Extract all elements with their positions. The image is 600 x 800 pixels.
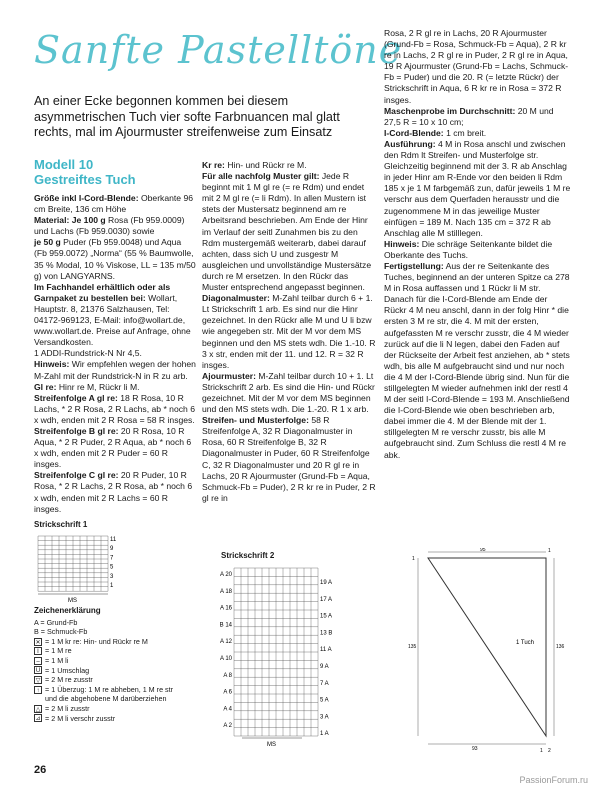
chart-row-number: A 4 (223, 706, 232, 713)
schematic-label: 1 Tuch (516, 640, 535, 646)
chart-row-number: A 8 (223, 672, 232, 679)
paragraph-text: 18 R Rosa, 10 R Lachs, * 2 R Rosa, 2 R Lachs, ab * noch 6 x wdh, enden mit 2 R Rosa = 58 R insges. (34, 392, 195, 425)
legend-text: = 1 M re (45, 646, 72, 656)
legend-symbol: ✕ (35, 639, 41, 646)
chart-row-number: 7 A (320, 680, 329, 687)
col1-paragraph (34, 382, 196, 393)
paragraph-label: Für alle nachfolg Muster gilt: (202, 171, 320, 182)
paragraph-text: Oberkante 96 cm Breite, 136 cm Höhe (34, 193, 194, 215)
chart2-title: Strickschrift 2 (221, 551, 275, 560)
col1-paragraph (34, 237, 196, 281)
paragraph-label: Im Fachhandel erhältlich oder als Garnpaket zu bestellen bei: (34, 281, 171, 303)
chart1-grid (34, 534, 124, 604)
paragraph-label: Streifenfolge C gl re: (34, 470, 119, 481)
column-1 (34, 193, 196, 515)
paragraph-text: 1 cm breit. (443, 127, 487, 138)
bottom-marker-1: 1 (540, 748, 543, 754)
paragraph-label: je 50 g (34, 237, 61, 248)
intro-text: An einer Ecke begonnen kommen bei diesem asymmetrischen Tuch vier softe Farbnuancen mal glatt rechts, mal im Ajourmuster streifenweise zum Einsatz (34, 94, 340, 139)
left-marker: 1 (412, 556, 415, 562)
paragraph-label: Maschenprobe im Durchschnitt: (384, 105, 516, 116)
chart-row-number: 3 (110, 573, 114, 580)
chart2-ms-label: MS (267, 742, 276, 748)
paragraph-text: Hin- und Rückr re M. (224, 160, 307, 170)
paragraph-label: Material: Je 100 g (34, 215, 106, 226)
top-width-label: 95 (480, 548, 486, 553)
legend-row (34, 675, 204, 685)
chart-row-number: 7 (110, 555, 114, 562)
legend-symbol: △ (35, 706, 41, 713)
paragraph-text: M-Zahl teilbar durch 10 + 1. Lt Strickschrift 2 arb. Es sind die Hin- und Rückr gezeichnet. Mit der M vor dem MS beginnen und den MS stets wdh. Die 1.-20. R 1 x arb. (202, 370, 375, 415)
paragraph-text: 20 R Puder, 10 R Rosa, * 2 R Lachs, 2 R Rosa, ab * noch 6 x wdh, enden mit 2 R Lachs = 60 R insges. (34, 470, 193, 514)
col1-paragraph (34, 215, 196, 237)
chart-row-number: 15 A (320, 613, 333, 620)
paragraph-text: Jede R beginnt mit 1 M gl re (= re Rdm) und endet mit 2 M gl re (= li Rdm). In allen Mustern ist stets der Mustersatz beginnend am re Arbeitsrand beschrieben. Am Ende der Hinr im Verlauf der seitl Zunahmen bis zu den Rdm mustergemäß weiterarb, dabei darauf achten, dass sich U und zusgestr M ausgleichen und unvollständige Mustersätze durch re M ersetzen. In den Rückr das Muster entsprechend angepasst beginnen. (202, 171, 372, 293)
legend-symbol: – (34, 657, 42, 665)
chart-row-number: 11 (110, 537, 117, 543)
paragraph-label: I-Cord-Blende: (384, 127, 444, 138)
paragraph-text: Die schräge Seitenkante bildet die Oberkante des Tuchs. (384, 238, 553, 260)
bottom-marker-2: 2 (548, 748, 551, 754)
paragraph-text: Aus der re Seitenkante des Tuches, beginnend an der unteren Spitze ca 278 M in Rosa auffassen und 1 Rückr li M str. Danach für die I-Cord-Blende am Ende der Rückr 4 M neu anschl, dann in der folg Hinr * die ersten 3 M re str, die 4. M mit der ersten, aufgefassten M re verschr zusstr, die 4 M wieder zurück auf die li N legen, dabei den Faden auf der Rückseite der Arbeit fest anziehen, ab * stets wdh, bis alle M aufgebraucht sind und nur noch die 4 M der I-Cord-Blende übrig sind. Nun für die stillgelegten M wieder aufnehmen inkl der restl 4 M der seitl I-Cord-Blende = 193 M. Anschließend die I-Cord-Blende wie oben beschrieben arb, dabei immer die 4. M der Blende mit der 1. stillgelegten M re verschr zusstr, bis alle M aufgebraucht sind. Zum Schluss die restl 4 M re abk. (384, 260, 570, 460)
chart-row-number: A 12 (219, 639, 232, 646)
paragraph-label: Gl re: (34, 381, 57, 392)
legend (34, 606, 204, 723)
col1-paragraph (34, 426, 196, 470)
legend-row (34, 666, 204, 676)
chart-row-number: A 6 (223, 689, 232, 696)
paragraph-text: 58 R Streifenfolge A, 32 R Diagonalmuster in Rosa, 60 R Streifenfolge B, 32 R Diagonalmuster in Puder, 60 R Streifenfolge C, 32 R Diagonalmuster und 20 R gl re in Lachs, 20 R Ajourmuster (Grund-Fb = Aqua, Schmuck-Fb = Puder), 2 R kr re in Puder, 2 R gl re in (202, 415, 376, 503)
legend-text: und die abgehobene M darüberziehen (45, 694, 167, 704)
chart-row-number: A 20 (219, 572, 232, 578)
legend-row (34, 685, 204, 695)
legend-row (34, 646, 204, 656)
paragraph-text: Wir empfehlen wegen der hohen M-Zahl mit der Rundstrick-N in R zu arb. (34, 359, 196, 381)
paragraph-text: Wollart, Hauptstr. 8, 21376 Salzhausen, Tel: 04172-969123, E-Mail: info@wollart.de, www.wollart.de. Preise auf Anfrage, ohne Versandkosten. (34, 292, 191, 348)
top-right-marker: 1 (548, 548, 551, 554)
legend-row (34, 714, 204, 724)
col1-paragraph (34, 359, 196, 381)
paragraph-label: Diagonalmuster: (202, 293, 270, 304)
paragraph-text: 20 R Rosa, 10 R Aqua, * 2 R Puder, 2 R Aqua, ab * noch 6 x wdh, enden mit 2 R Puder = 60 R insges. (34, 425, 192, 470)
paragraph-text: M-Zahl teilbar durch 6 + 1. Lt Strickschrift 1 arb. Es sind nur die Hinr gezeichnet. In den Rückr alle M und U li bzw wie angegeben str. Mit der M vor dem MS beginnen und den MS stets wdh. Die 1.-10. R 3 x str, enden mit der 11. und 12. R = 32 R insges. (202, 293, 376, 370)
model-name: Gestreiftes Tuch (34, 172, 136, 187)
chart-row-number: 9 A (320, 664, 329, 670)
paragraph-label: Streifenfolge B gl re: (34, 425, 119, 436)
watermark: PassionForum.ru (519, 775, 588, 785)
column-3 (384, 28, 572, 461)
col2-paragraph (202, 371, 376, 415)
model-heading (34, 157, 136, 187)
chart2-grid (212, 566, 362, 748)
chart-row-number: 3 A (320, 714, 329, 721)
col3-paragraph (384, 239, 572, 261)
paragraph-label: Ausführung: (384, 138, 436, 149)
page-number: 26 (34, 764, 47, 776)
col3-paragraph (384, 106, 572, 128)
legend-text: B = Schmuck-Fb (34, 627, 88, 637)
paragraph-label: Hinweis: (34, 359, 70, 370)
right-height-label: 136 (556, 644, 565, 650)
legend-row (34, 627, 204, 637)
legend-symbol: ⊿ (35, 716, 41, 723)
legend-row (34, 637, 204, 647)
paragraph-label: Ajourmuster: (202, 370, 256, 381)
chart-row-number: 5 A (320, 697, 329, 704)
legend-text: = 2 M re zusstr (45, 675, 93, 685)
col1-paragraph (34, 282, 196, 349)
chart-row-number: 5 (110, 564, 114, 571)
legend-symbol: ↑ (34, 686, 42, 694)
chart-row-number: A 2 (223, 723, 232, 730)
col2-paragraph (202, 415, 376, 504)
chart-row-number: A 16 (219, 605, 232, 612)
col1-paragraph (34, 348, 196, 359)
col1-paragraph (34, 393, 196, 426)
col3-paragraph (384, 139, 572, 239)
col3-paragraph (384, 28, 572, 106)
col2-paragraph (202, 171, 376, 293)
col1-paragraph (34, 193, 196, 215)
legend-symbol: I (34, 647, 42, 655)
bottom-width-label: 93 (472, 746, 478, 752)
legend-text: A = Grund-Fb (34, 617, 78, 627)
paragraph-label: Streifenfolge A gl re: (34, 392, 118, 403)
legend-symbol: ▽ (35, 677, 41, 684)
page-title: Sanfte Pastelltöne (34, 28, 403, 72)
legend-row (34, 656, 204, 666)
chart-row-number: B 14 (219, 622, 232, 629)
col2-paragraph (202, 160, 376, 171)
legend-text: = 2 M li verschr zusstr (45, 713, 116, 723)
legend-symbol: U (35, 668, 41, 675)
paragraph-label: Streifen- und Musterfolge: (202, 415, 309, 426)
legend-title: Zeichenerklärung (34, 606, 101, 615)
col2-paragraph (202, 293, 376, 371)
legend-text: = 1 M kr re: Hin- und Rückr re M (45, 636, 148, 646)
chart-row-number: 13 B (320, 630, 333, 637)
col3-paragraph (384, 261, 572, 461)
model-number: Modell 10 (34, 157, 94, 172)
col1-paragraph (34, 470, 196, 514)
col3-paragraph (384, 128, 572, 139)
paragraph-label: Hinweis: (384, 238, 420, 249)
chart1-ms-label: MS (68, 598, 77, 604)
legend-text: = 1 Umschlag (45, 665, 90, 675)
legend-row (34, 704, 204, 714)
chart-row-number: A 10 (219, 656, 232, 662)
paragraph-text: 20 M und 27,5 R = 10 x 10 cm; (384, 105, 554, 127)
paragraph-text: 4 M in Rosa anschl und zwischen den Rdm lt Streifen- und Musterfolge str. Gleichzeitig beginnend mit der 3. R ab Anschlag in jeder Hinr am R-Ende vor den beiden li Rdm 185 x je 1 M farbgemäß zun, dafür jeweils 1 M re verschr aus dem Querfaden herausstr und die zugenommene M in das jeweilige Muster einfügen = 189 M. Nach 135 cm = 372 R ab Anschlag alle M stilllegen. (384, 138, 571, 238)
paragraph-text: Rosa, 2 R gl re in Lachs, 20 R Ajourmuster (Grund-Fb = Rosa, Schmuck-Fb = Aqua), 2 R kr re in Lachs, 2 R gl re in Puder, 2 R gl re in Aqua, 19 R Ajourmuster (Grund-Fb = Lachs, Schmuck-Fb = Puder) und die 20. R (= letzte Rückr) der Strickschrift in Aqua, 6 R kr re in Rosa = 372 R insges. (384, 28, 569, 105)
legend-text: = 2 M li zusstr (45, 703, 90, 713)
shawl-outline (428, 558, 546, 736)
chart-row-number: 19 A (320, 580, 333, 586)
legend-row (34, 618, 204, 628)
paragraph-text: 1 ADDI-Rundstrick-N Nr 4,5. (34, 348, 142, 359)
paragraph-label: Größe inkl I-Cord-Blende: (34, 193, 139, 203)
chart1-title: Strickschrift 1 (34, 520, 88, 529)
chart-row-number: 1 (110, 583, 114, 589)
paragraph-text: Rosa (Fb 959.0009) und Lachs (Fb 959.0030) sowie (34, 215, 185, 237)
legend-row (34, 694, 204, 704)
chart-row-number: 11 A (320, 647, 332, 654)
chart-row-number: A 18 (219, 588, 232, 595)
chart-row-number: 9 (110, 546, 114, 553)
legend-text: = 1 Überzug: 1 M re abheben, 1 M re str (45, 684, 174, 694)
left-height-label: 135 (408, 644, 417, 650)
paragraph-label: Kr re: (202, 160, 225, 170)
paragraph-label: Fertigstellung: (384, 260, 444, 271)
shawl-schematic (398, 548, 578, 760)
legend-text: = 1 M li (45, 655, 69, 665)
paragraph-text: Puder (Fb 959.0048) und Aqua (Fb 959.0072) „Norma“ (55 % Baumwolle, 35 % Modal, 10 % Viskose, LL = 135 m/50 g) von LANGYARNS. (34, 237, 196, 281)
paragraph-text: Hinr re M, Rückr li M. (56, 381, 140, 392)
column-2 (202, 160, 376, 504)
chart-row-number: 17 A (320, 596, 333, 603)
chart-row-number: 1 A (320, 731, 329, 738)
